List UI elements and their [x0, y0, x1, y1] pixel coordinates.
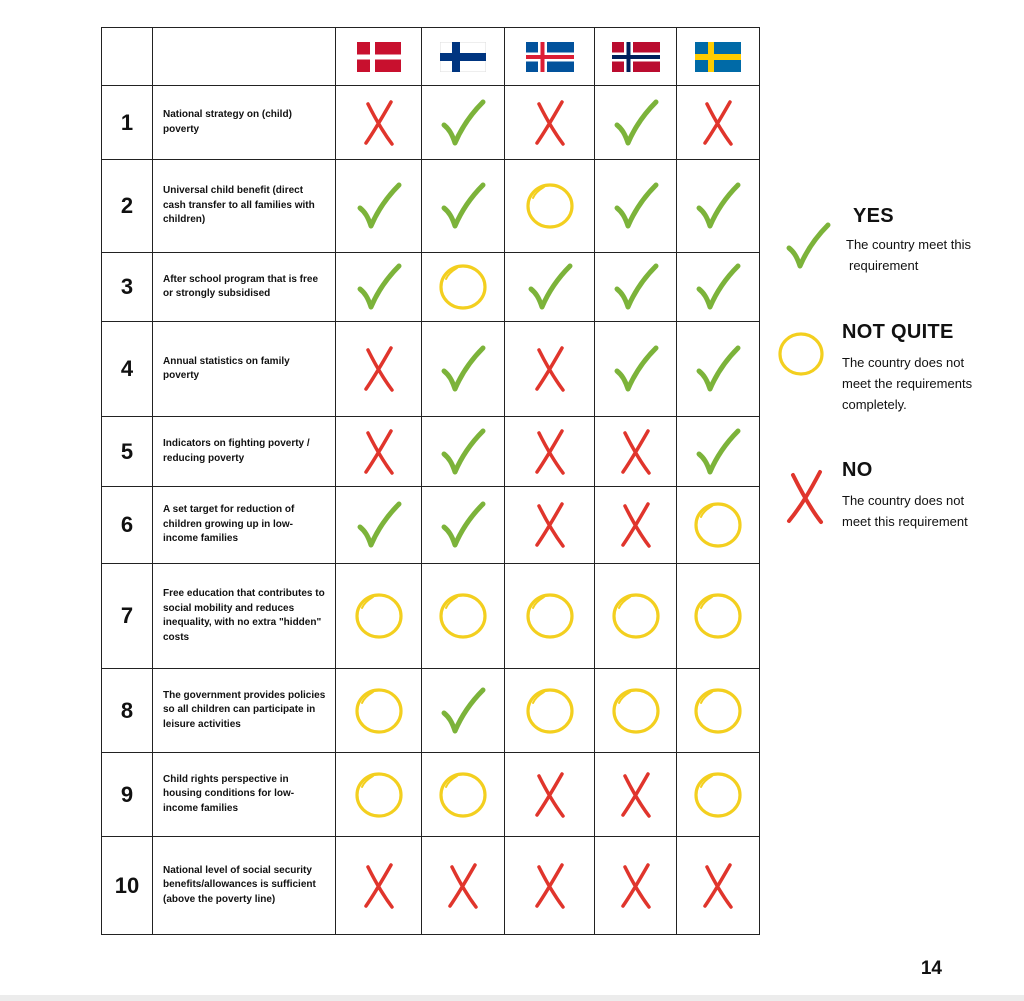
status-cell	[677, 669, 760, 753]
page-number: 14	[920, 958, 942, 979]
circle-icon	[677, 686, 759, 736]
legend-yes-line1: The country meet this	[846, 237, 971, 252]
status-cell	[677, 322, 760, 417]
table-row	[102, 669, 760, 753]
legend-yes-line2: requirement	[849, 258, 919, 273]
circle-icon	[505, 181, 594, 231]
status-cell	[422, 669, 505, 753]
cross-icon	[336, 428, 421, 476]
status-cell	[336, 753, 422, 837]
checkmark-icon	[595, 182, 676, 230]
checkmark-icon	[422, 428, 504, 476]
legend-partial-title: NOT QUITE	[842, 321, 954, 343]
status-cell	[595, 417, 677, 487]
requirement-label: After school program that is free or strongly subsidised	[153, 253, 336, 322]
legend-no-line2: meet this requirement	[842, 514, 968, 529]
flag-cell-sweden	[677, 28, 760, 86]
flag-cell-norway	[595, 28, 677, 86]
requirement-label: Universal child benefit (direct cash transfer to all families with children)	[153, 160, 336, 253]
checkmark-icon	[422, 687, 504, 735]
row-number: 3	[102, 253, 153, 322]
circle-icon	[677, 591, 759, 641]
status-cell	[595, 86, 677, 160]
header-empty-cell	[102, 28, 153, 86]
status-cell	[422, 160, 505, 253]
circle-icon	[595, 686, 676, 736]
circle-icon	[677, 500, 759, 550]
status-cell	[422, 487, 505, 564]
status-cell	[422, 253, 505, 322]
requirement-label: National strategy on (child) poverty	[153, 86, 336, 160]
status-cell	[677, 253, 760, 322]
circle-icon	[677, 770, 759, 820]
status-cell	[422, 417, 505, 487]
row-number: 7	[102, 564, 153, 669]
status-cell	[595, 753, 677, 837]
legend-partial-line1: The country does not	[842, 355, 965, 370]
cross-icon	[505, 99, 594, 147]
status-cell	[595, 487, 677, 564]
footer-band	[0, 995, 1024, 1001]
checkmark-icon	[336, 182, 421, 230]
status-cell	[336, 417, 422, 487]
dk-flag-icon	[336, 42, 421, 72]
status-cell	[505, 160, 595, 253]
status-cell	[505, 564, 595, 669]
requirement-label: A set target for reduction of children growing up in low-income families	[153, 487, 336, 564]
status-cell	[505, 669, 595, 753]
status-cell	[336, 253, 422, 322]
row-number: 8	[102, 669, 153, 753]
legend-yes-title: YES	[853, 205, 894, 227]
comparison-table	[101, 27, 760, 935]
status-cell	[677, 487, 760, 564]
circle-icon	[336, 770, 421, 820]
checkmark-icon	[505, 263, 594, 311]
cross-icon	[595, 862, 676, 910]
checkmark-icon	[595, 99, 676, 147]
circle-icon	[336, 591, 421, 641]
table-row	[102, 322, 760, 417]
status-cell	[595, 669, 677, 753]
row-number: 1	[102, 86, 153, 160]
status-cell	[595, 253, 677, 322]
circle-icon	[336, 686, 421, 736]
status-cell	[336, 322, 422, 417]
table-row	[102, 837, 760, 935]
status-cell	[677, 160, 760, 253]
checkmark-icon	[422, 182, 504, 230]
se-flag-icon	[677, 42, 759, 72]
cross-icon	[336, 345, 421, 393]
cross-icon	[336, 862, 421, 910]
checkmark-icon	[422, 99, 504, 147]
row-number: 2	[102, 160, 153, 253]
flag-cell-iceland	[505, 28, 595, 86]
checkmark-icon	[336, 501, 421, 549]
circle-icon	[505, 591, 594, 641]
status-cell	[505, 253, 595, 322]
status-cell	[422, 564, 505, 669]
cross-icon	[505, 501, 594, 549]
legend-partial-circle-icon	[776, 329, 826, 384]
status-cell	[336, 487, 422, 564]
status-cell	[505, 417, 595, 487]
circle-icon	[505, 686, 594, 736]
table-row	[102, 417, 760, 487]
status-cell	[677, 564, 760, 669]
status-cell	[677, 837, 760, 935]
status-cell	[336, 837, 422, 935]
checkmark-icon	[595, 263, 676, 311]
circle-icon	[422, 770, 504, 820]
checkmark-icon	[595, 345, 676, 393]
status-cell	[336, 669, 422, 753]
table-row	[102, 753, 760, 837]
requirement-label: National level of social security benefits/allowances is sufficient (above the poverty line)	[153, 837, 336, 935]
flag-cell-denmark	[336, 28, 422, 86]
cross-icon	[505, 862, 594, 910]
status-cell	[677, 417, 760, 487]
checkmark-icon	[422, 501, 504, 549]
checkmark-icon	[677, 182, 759, 230]
cross-icon	[422, 862, 504, 910]
checkmark-icon	[677, 428, 759, 476]
checkmark-icon	[677, 263, 759, 311]
row-number: 5	[102, 417, 153, 487]
legend-no-cross-icon	[783, 469, 829, 530]
requirement-label: Indicators on fighting poverty / reducing poverty	[153, 417, 336, 487]
status-cell	[422, 753, 505, 837]
legend-yes-checkmark-icon	[785, 222, 831, 275]
row-number: 6	[102, 487, 153, 564]
status-cell	[336, 160, 422, 253]
legend-partial-line2: meet the requirements	[842, 376, 973, 391]
is-flag-icon	[505, 42, 594, 72]
status-cell	[505, 753, 595, 837]
legend-partial-line3: completely.	[842, 397, 907, 412]
requirement-label: Child rights perspective in housing conditions for low-income families	[153, 753, 336, 837]
row-number: 9	[102, 753, 153, 837]
status-cell	[677, 753, 760, 837]
status-cell	[336, 564, 422, 669]
status-cell	[422, 837, 505, 935]
cross-icon	[595, 428, 676, 476]
status-cell	[505, 322, 595, 417]
table-row	[102, 160, 760, 253]
status-cell	[505, 487, 595, 564]
checkmark-icon	[422, 345, 504, 393]
status-cell	[505, 837, 595, 935]
status-cell	[595, 322, 677, 417]
status-cell	[422, 86, 505, 160]
status-cell	[422, 322, 505, 417]
cross-icon	[677, 862, 759, 910]
cross-icon	[677, 99, 759, 147]
cross-icon	[595, 771, 676, 819]
cross-icon	[505, 771, 594, 819]
status-cell	[595, 160, 677, 253]
table-row	[102, 564, 760, 669]
circle-icon	[595, 591, 676, 641]
checkmark-icon	[336, 263, 421, 311]
legend-no-line1: The country does not	[842, 493, 965, 508]
circle-icon	[422, 262, 504, 312]
table-row	[102, 487, 760, 564]
requirement-label: The government provides policies so all children can participate in leisure activities	[153, 669, 336, 753]
flag-cell-finland	[422, 28, 505, 86]
legend-no-title: NO	[842, 459, 873, 481]
status-cell	[677, 86, 760, 160]
requirement-label: Annual statistics on family poverty	[153, 322, 336, 417]
header-row	[102, 28, 760, 86]
table-row	[102, 86, 760, 160]
cross-icon	[336, 99, 421, 147]
row-number: 4	[102, 322, 153, 417]
status-cell	[505, 86, 595, 160]
cross-icon	[595, 501, 676, 549]
status-cell	[336, 86, 422, 160]
checkmark-icon	[677, 345, 759, 393]
cross-icon	[505, 428, 594, 476]
table-row	[102, 253, 760, 322]
circle-icon	[422, 591, 504, 641]
status-cell	[595, 837, 677, 935]
no-flag-icon	[595, 42, 676, 72]
status-cell	[595, 564, 677, 669]
requirement-label: Free education that contributes to social mobility and reduces inequality, with no extra "hidden" costs	[153, 564, 336, 669]
fi-flag-icon	[422, 42, 504, 72]
header-empty-cell	[153, 28, 336, 86]
row-number: 10	[102, 837, 153, 935]
cross-icon	[505, 345, 594, 393]
